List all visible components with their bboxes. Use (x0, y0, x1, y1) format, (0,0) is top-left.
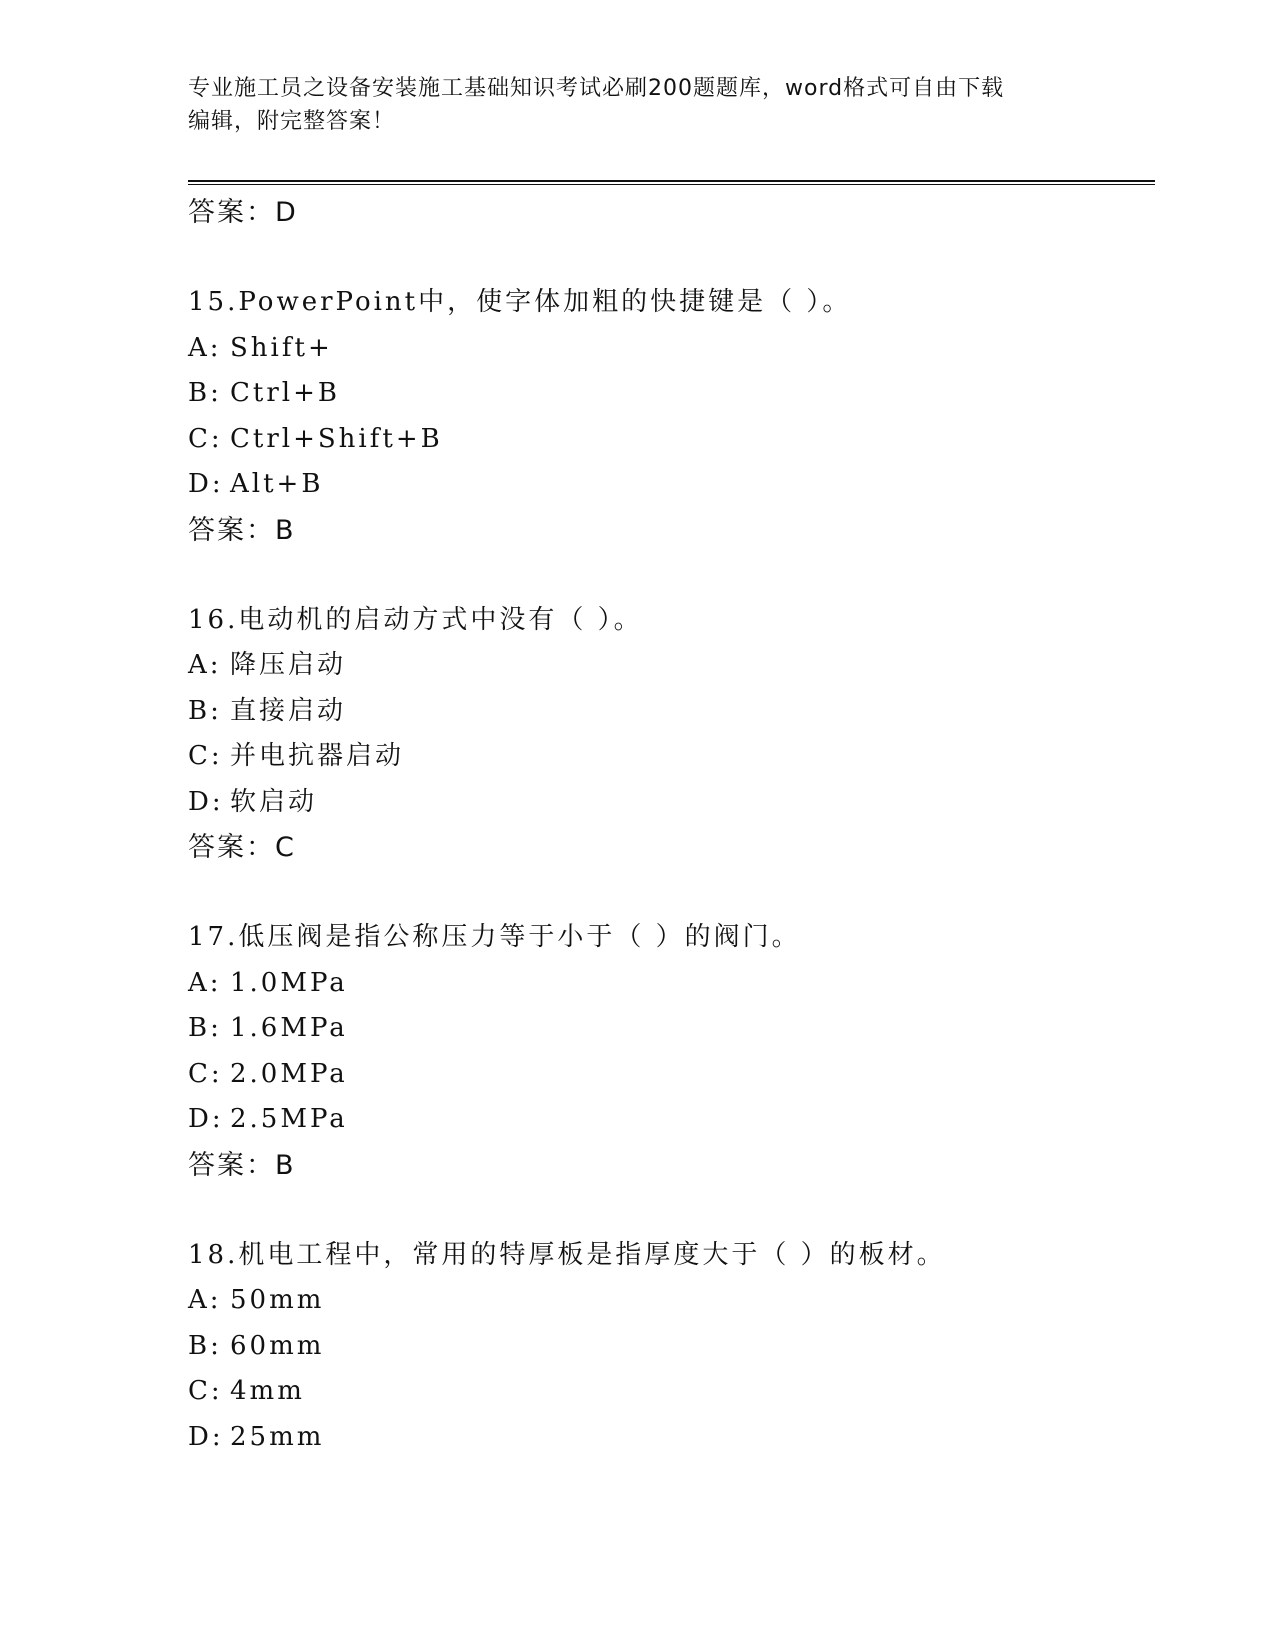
option-text: 60mm (230, 1330, 325, 1361)
option-c (188, 417, 1148, 463)
option-text: 2.0MPa (230, 1058, 348, 1089)
option-d (188, 462, 1148, 508)
option-text: 降压启动 (230, 650, 347, 680)
option-text: 25mm (230, 1421, 325, 1452)
option-letter: C: (188, 1376, 223, 1406)
option-c (188, 734, 1148, 780)
option-letter: B: (188, 695, 222, 726)
option-letter: A: (188, 967, 222, 998)
document-header (188, 72, 1088, 138)
answer-line: 答案：B (188, 1149, 296, 1181)
option-a (188, 1278, 1148, 1324)
option-text: Alt+B (230, 469, 324, 499)
option-a (188, 643, 1148, 689)
option-b (188, 1324, 1148, 1370)
option-d (188, 780, 1148, 826)
option-text: 4mm (230, 1376, 305, 1406)
option-a (188, 326, 1148, 372)
option-text: 2.5MPa (230, 1104, 348, 1134)
header-divider (188, 180, 1155, 185)
option-c (188, 1369, 1148, 1415)
option-text: 50mm (230, 1285, 325, 1315)
question-block (188, 280, 1148, 553)
option-letter: C: (188, 1058, 223, 1089)
header-line-2: 编辑，附完整答案！ (188, 109, 396, 134)
option-letter: A: (188, 1285, 222, 1315)
answer-line: 答案：C (188, 832, 296, 863)
option-letter: A: (188, 650, 222, 680)
document-body (188, 190, 1148, 1460)
option-text: 软启动 (230, 786, 318, 817)
question-text: 15.PowerPoint中，使字体加粗的快捷键是（ ）。 (188, 287, 852, 317)
question-block (188, 1233, 1148, 1461)
option-a (188, 961, 1148, 1007)
header-line-1: 专业施工员之设备安装施工基础知识考试必刷200题题库，word格式可自由下载 (188, 76, 1005, 101)
answer-line: 答案：D (188, 197, 298, 228)
option-text: 1.0MPa (230, 967, 348, 998)
question-block (188, 598, 1148, 871)
option-text: 并电抗器启动 (230, 741, 405, 771)
option-text: 直接启动 (230, 695, 347, 726)
option-d (188, 1415, 1148, 1461)
option-text: Shift+ (230, 332, 333, 363)
question-block (188, 915, 1148, 1188)
question-text: 18.机电工程中，常用的特厚板是指厚度大于（ ）的板材。 (188, 1239, 946, 1270)
option-letter: C: (188, 741, 223, 771)
option-text: Ctrl+B (230, 378, 340, 408)
option-letter: C: (188, 423, 223, 454)
question-text: 17.低压阀是指公称压力等于小于（ ）的阀门。 (188, 922, 801, 952)
option-letter: D: (188, 1421, 224, 1452)
option-letter: D: (188, 1104, 224, 1134)
option-b (188, 1006, 1148, 1052)
option-text: Ctrl+Shift+B (230, 423, 443, 454)
option-letter: B: (188, 1013, 222, 1043)
option-letter: B: (188, 1330, 222, 1361)
option-d (188, 1097, 1148, 1143)
option-b (188, 371, 1148, 417)
option-b (188, 689, 1148, 735)
question-text: 16.电动机的启动方式中没有（ ）。 (188, 604, 643, 635)
option-c (188, 1052, 1148, 1098)
option-text: 1.6MPa (230, 1013, 348, 1043)
answer-line: 答案：B (188, 514, 296, 546)
option-letter: B: (188, 378, 222, 408)
option-letter: D: (188, 786, 224, 817)
option-letter: A: (188, 332, 222, 363)
option-letter: D: (188, 469, 224, 499)
